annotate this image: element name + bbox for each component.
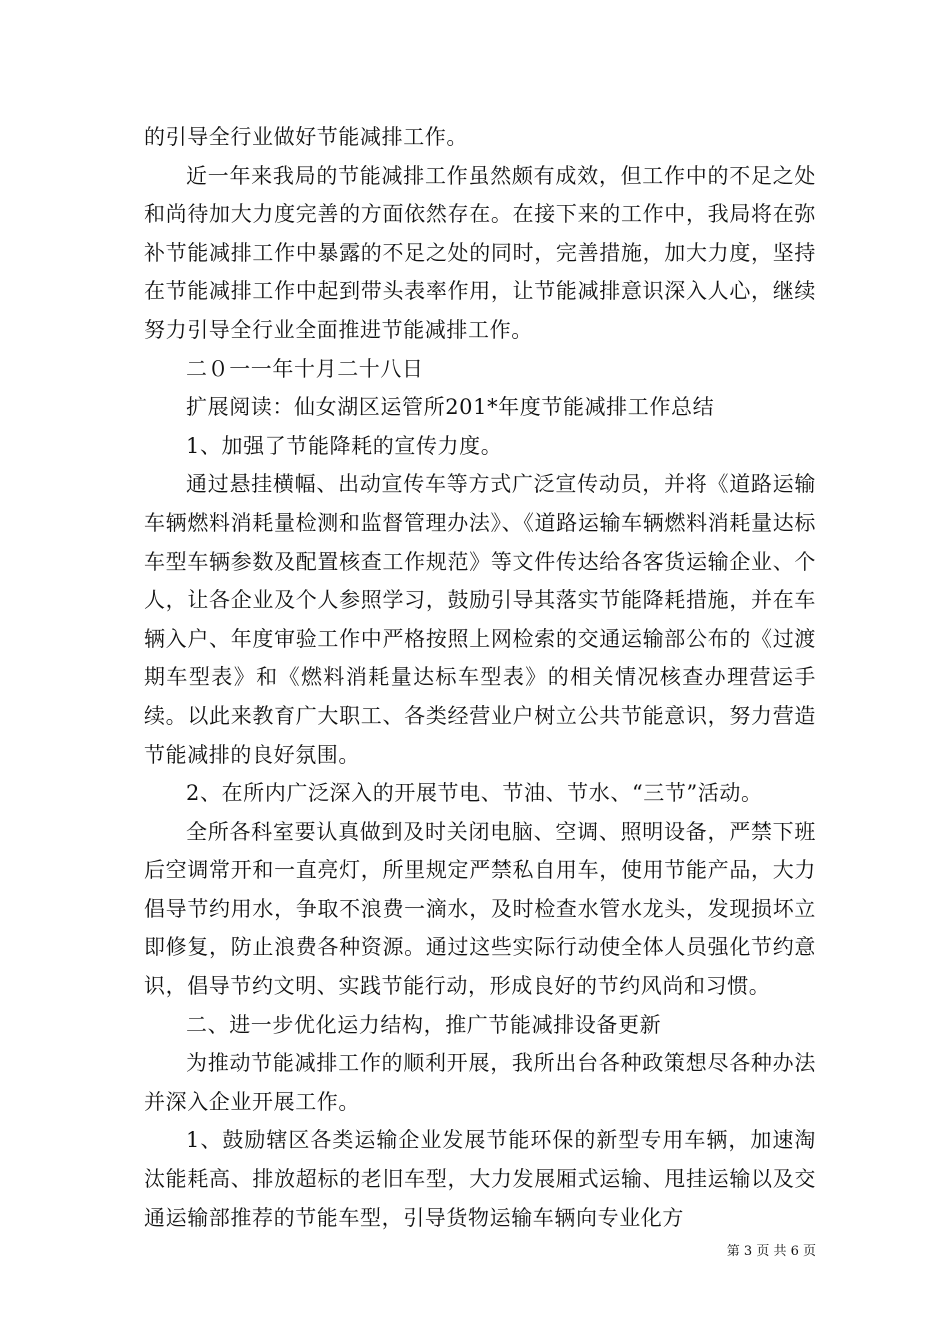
paragraph-date: 二０一一年十月二十八日 — [186, 356, 424, 381]
paragraph-heading-publicity: 1、加强了节能降耗的宣传力度。 — [186, 433, 503, 458]
paragraph-three-savings-body: 全所各科室要认真做到及时关闭电脑、空调、照明设备，严禁下班后空调常开和一直亮灯，所里规定严禁私自用车，使用节能产品，大力倡导节约用水，争取不浪费一滴水，及时检查水管水龙头，发现损坏立即修复，防止浪费各种资源。通过这些实际行动使全体人员强化节约意识，倡导节约文明、实践节能行动，形成良好的节约风尚和习惯。 — [144, 819, 816, 999]
paragraph-publicity-body: 通过悬挂横幅、出动宣传车等方式广泛宣传动员，并将《道路运输车辆燃料消耗量检测和监督管理办法》、《道路运输车辆燃料消耗量达标车型车辆参数及配置核查工作规范》等文件传达给各客货运输企业、个人，让各企业及个人参照学习，鼓励引导其落实节能降耗措施，并在车辆入户、年度审验工作中严格按照上网检索的交通运输部公布的《过渡期车型表》和《燃料消耗量达标车型表》的相关情况核查办理营运手续。以此来教育广大职工、各类经营业户树立公共节能意识，努力营造节能减排的良好氛围。 — [144, 472, 816, 767]
paragraph-heading-three-savings: 2、在所内广泛深入的开展节电、节油、节水、“三节”活动。 — [186, 781, 763, 806]
paragraph-continuation: 的引导全行业做好节能减排工作。 — [144, 125, 468, 149]
paragraph-extended-reading-title: 扩展阅读：仙女湖区运管所201*年度节能减排工作总结 — [186, 395, 715, 420]
page-number-footer: 第 3 页 共 6 页 — [726, 1244, 816, 1259]
paragraph-section-two-heading: 二、进一步优化运力结构，推广节能减排设备更新 — [186, 1012, 662, 1037]
paragraph-section-two-intro: 为推动节能减排工作的顺利开展，我所出台各种政策想尽各种办法并深入企业开展工作。 — [144, 1051, 816, 1114]
document-body — [144, 118, 816, 1237]
paragraph-shortcomings: 近一年来我局的节能减排工作虽然颇有成效，但工作中的不足之处和尚待加大力度完善的方面依然存在。在接下来的工作中，我局将在弥补节能减排工作中暴露的不足之处的同时，完善措施，加大力度，坚持在节能减排工作中起到带头表率作用，让节能减排意识深入人心，继续努力引导全行业全面推进节能减排工作。 — [144, 163, 816, 342]
paragraph-vehicle-upgrade: 1、鼓励辖区各类运输企业发展节能环保的新型专用车辆，加速淘汰能耗高、排放超标的老旧车型，大力发展厢式运输、甩挂运输以及交通运输部推荐的节能车型，引导货物运输车辆向专业化方 — [144, 1128, 816, 1230]
